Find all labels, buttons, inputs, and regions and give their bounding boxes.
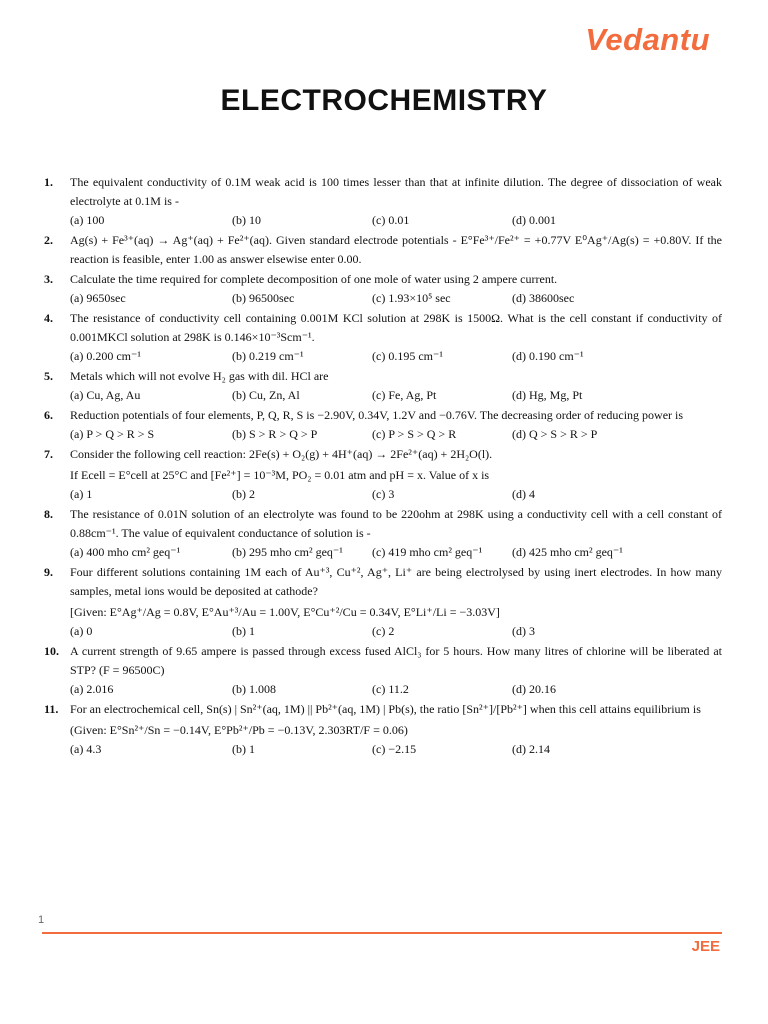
question-text: For an electrochemical cell, Sn(s) | Sn²⁺(aq, 1M) || Pb²⁺(aq, 1M) | Pb(s), the ratio [Sn²⁺]/[Pb²⁺] when this cell attains equilibrium is: [70, 702, 701, 716]
question-item: [44, 173, 722, 230]
answer-option: (b) 1.008: [232, 682, 276, 696]
answer-option: (a) 9650sec: [70, 291, 126, 305]
question-text: The resistance of 0.01N solution of an electrolyte was found to be 220ohm at 298K using a conductivity cell with a cell constant of 0.88cm⁻¹. The value of equivalent conductance of solution is -: [70, 507, 722, 540]
question-list: [44, 173, 722, 760]
options-row: [70, 386, 722, 405]
answer-option: (a) 1: [70, 487, 93, 501]
page-title: ELECTROCHEMISTRY: [220, 84, 548, 117]
answer-option: (d) 20.16: [512, 682, 556, 696]
question-number: 6.: [44, 408, 53, 422]
answer-option: (b) 1: [232, 742, 255, 756]
answer-option: (d) 2.14: [512, 742, 550, 756]
answer-option: (d) Q > S > R > P: [512, 427, 598, 441]
answer-option: (b) S > R > Q > P: [232, 427, 318, 441]
question-item: [44, 367, 722, 405]
question-given: If Ecell = E°cell at 25°C and [Fe²⁺] = 10⁻³M, PO₂ = 0.01 atm and pH = x. Value of x is: [70, 468, 490, 482]
question-item: [44, 642, 722, 699]
answer-option: (a) P > Q > R > S: [70, 427, 155, 441]
question-item: [44, 406, 722, 444]
answer-option: (a) 0.200 cm⁻¹: [70, 349, 141, 363]
options-row: [70, 485, 722, 504]
answer-option: (b) 96500sec: [232, 291, 295, 305]
options-row: [70, 211, 722, 230]
answer-option: (c) 0.195 cm⁻¹: [372, 349, 443, 363]
options-row: [70, 740, 722, 759]
options-row: [70, 680, 722, 699]
answer-option: (d) Hg, Mg, Pt: [512, 388, 583, 402]
answer-option: (c) −2.15: [372, 742, 417, 756]
question-text: Four different solutions containing 1M each of Au⁺³, Cu⁺², Ag⁺, Li⁺ are being electrolysed by using inert electrodes. In how many samples, metal ions would be deposited at cathode?: [70, 565, 722, 598]
question-number: 5.: [44, 369, 53, 383]
answer-option: (c) Fe, Ag, Pt: [372, 388, 437, 402]
question-item: [44, 700, 722, 759]
question-text: Consider the following cell reaction: 2Fe(s) + O₂(g) + 4H⁺(aq) → 2Fe²⁺(aq) + 2H₂O(l).: [70, 447, 493, 461]
answer-option: (d) 38600sec: [512, 291, 575, 305]
question-text: The resistance of conductivity cell containing 0.001M KCl solution at 298K is 1500Ω. What is the cell constant if conductivity of 0.001MKCl solution at 298K is 0.146×10⁻³Scm⁻¹.: [70, 311, 722, 344]
options-row: [70, 543, 722, 562]
question-number: 4.: [44, 311, 53, 325]
answer-option: (b) 1: [232, 624, 255, 638]
question-number: 8.: [44, 507, 53, 521]
page-number: 1: [38, 914, 45, 926]
answer-option: (a) 4.3: [70, 742, 102, 756]
answer-option: (d) 4: [512, 487, 535, 501]
answer-option: (b) 10: [232, 213, 261, 227]
question-text: Reduction potentials of four elements, P, Q, R, S is −2.90V, 0.34V, 1.2V and −0.76V. The decreasing order of reducing power is: [70, 408, 684, 422]
question-number: 3.: [44, 272, 53, 286]
options-row: [70, 289, 722, 308]
answer-option: (b) 2: [232, 487, 255, 501]
options-row: [70, 347, 722, 366]
question-item: [44, 445, 722, 504]
question-item: [44, 270, 722, 308]
question-text: A current strength of 9.65 ampere is passed through excess fused AlCl₃ for 5 hours. How many litres of chlorine will be liberated at STP? (F = 96500C): [70, 644, 722, 677]
answer-option: (b) 0.219 cm⁻¹: [232, 349, 304, 363]
answer-option: (d) 0.001: [512, 213, 556, 227]
answer-option: (a) 0: [70, 624, 93, 638]
answer-option: (a) 2.016: [70, 682, 114, 696]
question-number: 10.: [44, 644, 59, 658]
answer-option: (d) 425 mho cm² geq⁻¹: [512, 545, 623, 559]
question-text: Ag(s) + Fe³⁺(aq) → Ag⁺(aq) + Fe²⁺(aq). Given standard electrode potentials - E°Fe³⁺/Fe²⁺ = +0.77V E⁰Ag⁺/Ag(s) = +0.80V. If the reaction is feasible, enter 1.00 as answer elsewise enter 0.00.: [70, 233, 722, 266]
answer-option: (a) 100: [70, 213, 105, 227]
footer-divider: [42, 932, 722, 934]
answer-option: (c) P > S > Q > R: [372, 427, 457, 441]
answer-option: (a) Cu, Ag, Au: [70, 388, 141, 402]
question-number: 1.: [44, 175, 53, 189]
question-text: The equivalent conductivity of 0.1M weak acid is 100 times lesser than that at infinite dilution. The degree of dissociation of weak electrolyte at 0.1M is -: [70, 175, 722, 208]
answer-option: (d) 0.190 cm⁻¹: [512, 349, 584, 363]
answer-option: (d) 3: [512, 624, 535, 638]
options-row: [70, 425, 722, 444]
answer-option: (c) 419 mho cm² geq⁻¹: [372, 545, 483, 559]
vedantu-logo: Vedantu: [585, 22, 710, 57]
question-text: Metals which will not evolve H₂ gas with dil. HCl are: [70, 369, 329, 383]
question-item: [44, 309, 722, 366]
answer-option: (c) 1.93×10⁵ sec: [372, 291, 451, 305]
question-number: 2.: [44, 233, 53, 247]
answer-option: (b) Cu, Zn, Al: [232, 388, 300, 402]
question-item: [44, 231, 722, 269]
question-item: [44, 563, 722, 641]
question-number: 7.: [44, 447, 53, 461]
answer-option: (c) 3: [372, 487, 395, 501]
question-number: 11.: [44, 702, 59, 716]
question-item: [44, 505, 722, 562]
question-given: (Given: E°Sn²⁺/Sn = −0.14V, E°Pb²⁺/Pb = −0.13V, 2.303RT/F = 0.06): [70, 723, 408, 737]
answer-option: (c) 2: [372, 624, 395, 638]
answer-option: (b) 295 mho cm² geq⁻¹: [232, 545, 343, 559]
question-given: [Given: E°Ag⁺/Ag = 0.8V, E°Au⁺³/Au = 1.00V, E°Cu⁺²/Cu = 0.34V, E°Li⁺/Li = −3.03V]: [70, 605, 500, 619]
answer-option: (c) 0.01: [372, 213, 410, 227]
options-row: [70, 622, 722, 641]
question-number: 9.: [44, 565, 53, 579]
answer-option: (c) 11.2: [372, 682, 409, 696]
exam-label: JEE: [691, 938, 720, 955]
answer-option: (a) 400 mho cm² geq⁻¹: [70, 545, 181, 559]
question-text: Calculate the time required for complete decomposition of one mole of water using 2 ampere current.: [70, 272, 558, 286]
